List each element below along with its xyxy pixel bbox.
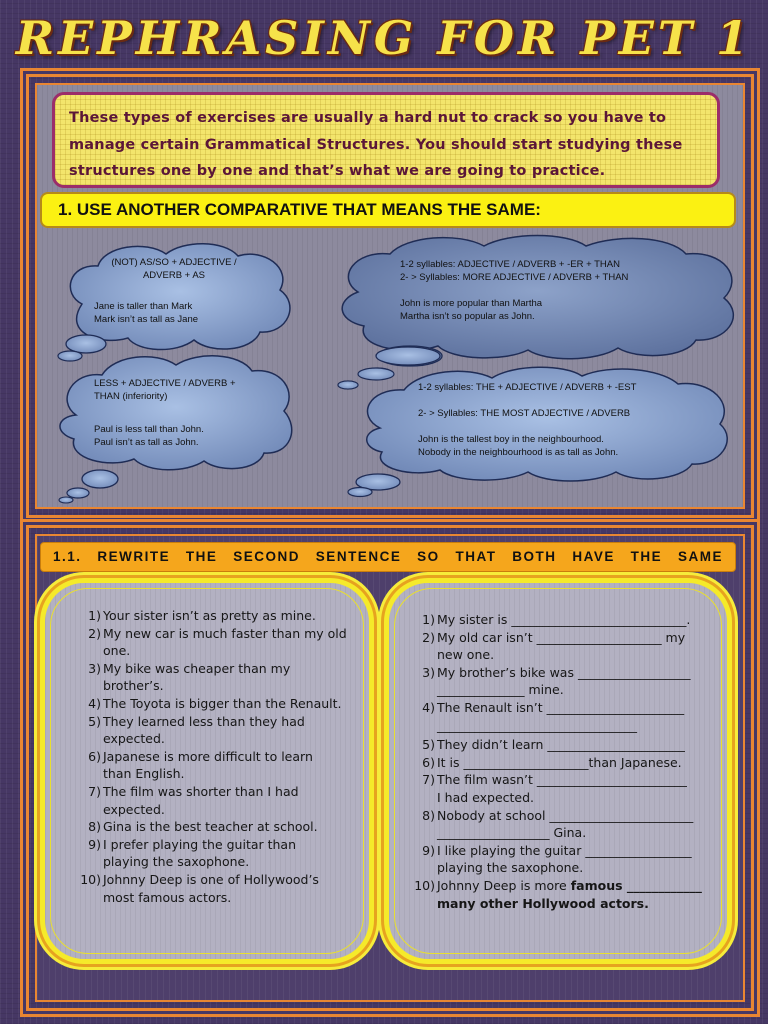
original-sentence-item [77,818,367,836]
original-sentence-item [77,607,367,625]
cloud-as-so [54,242,294,368]
original-sentence-item-number: 5) [88,713,101,729]
rewrite-sentence-item-number: 4) [422,699,435,715]
cloud-as-so-example [94,300,264,326]
rewrite-sentence-item-text: My brother’s bike was __________________ [437,664,691,680]
intro-box [52,92,720,188]
cloud-est-most [336,344,732,500]
cloud-er-more-example-line2: Martha isn’t so popular as John. [400,311,535,322]
original-sentence-item-text: My new car is much faster than my old [103,625,347,641]
rewrite-sentence-item-text: My sister is ____________________________. [437,612,691,627]
cloud-less-rule-line1: LESS + ADJECTIVE / ADVERB + [94,378,236,389]
cloud-er-more-rule [400,258,720,284]
rewrite-sentence-item [411,807,707,842]
cloud-est-most-rule-line1: 1-2 syllables: THE + ADJECTIVE / ADVERB + -EST [418,382,637,393]
rewrite-sentence-item-number: 7) [422,772,435,788]
rewrite-sentence-item [411,664,707,699]
original-sentence-item-number: 3) [88,660,101,676]
original-sentence-item-text: than English. [103,766,185,782]
original-sentence-item-text: The film was shorter than I had [103,783,299,799]
cloud-less-rule [94,377,264,403]
cloud-less-rule-line2: THAN (inferiority) [94,391,168,402]
rewrite-sentence-item [411,736,707,754]
cloud-er-more-rule-line1: 1-2 syllables: ADJECTIVE / ADVERB + -ER + THAN [400,259,620,270]
cloud-est-most-example-line1: John is the tallest boy in the neighbourhood. [418,434,604,445]
section2-heading [40,542,736,572]
rewrite-sentence-item-text: __________________ Gina. [437,825,587,841]
cloud-er-more-rule-line2: 2- > Syllables: MORE ADJECTIVE / ADVERB + THAN [400,272,629,283]
rewrite-sentence-item-text: new one. [437,647,495,663]
original-sentence-item-text: Your sister isn’t as pretty as mine. [103,608,316,623]
intro-text: These types of exercises are usually a hard nut to crack so you have to manage certain Grammatical Structures. You should start studying these structures one by one and that’s what we are going to practice. [69,110,683,179]
rewrite-sentence-item-text: ________________________________ [437,717,637,733]
cloud-as-so-example-line1: Jane is taller than Mark [94,301,193,312]
page-title [0,6,768,70]
original-sentence-item-number: 4) [88,695,101,711]
cloud-est-most-example [418,433,718,459]
section1-heading [40,192,736,228]
page-title-text: REPHRASING FOR PET 1 [15,11,753,65]
cloud-less-example-line2: Paul isn’t as tall as John. [94,437,199,448]
original-sentence-item [77,748,367,783]
original-sentence-item-number: 1) [88,608,101,623]
rewrite-sentence-item [411,754,707,772]
rewrite-sentence-item-number: 1) [422,612,435,627]
rewrite-sentence-item [411,629,707,664]
rewrite-sentence-item-number: 3) [422,664,435,680]
original-sentence-item-text: Japanese is more difficult to learn [103,748,313,764]
original-sentence-item-number: 7) [88,783,101,799]
rewrite-sentence-item-text: The film wasn’t ________________________ [437,772,687,788]
rewrite-sentence-item-text: It is ____________________than Japanese. [437,754,682,770]
rewrite-sentence-item-text: playing the saxophone. [437,860,584,876]
cloud-less-example [94,423,264,449]
original-sentences-box [40,578,374,964]
original-sentence-item [77,783,367,818]
rewrite-sentence-item-text: Johnny Deep is more famous ____________ [437,877,702,893]
original-sentence-item-number: 9) [88,836,101,852]
original-sentence-item-text: The Toyota is bigger than the Renault. [103,695,342,711]
cloud-less [52,355,296,505]
rewrite-sentences-box [384,578,732,964]
cloud-as-so-rule-line1: (NOT) AS/SO + ADJECTIVE / [111,257,237,268]
original-sentence-item-text: They learned less than they had [103,713,305,729]
cloud-est-most-example-line2: Nobody in the neighbourhood is as tall as John. [418,447,619,458]
rewrite-sentence-item-number: 9) [422,842,435,858]
cloud-er-more-example-line1: John is more popular than Martha [400,298,543,309]
rewrite-sentence-item [411,842,707,877]
original-sentence-item [77,871,367,906]
original-sentence-item [77,625,367,660]
rewrite-sentence-item-number: 5) [422,737,435,753]
rewrite-sentence-item [411,611,707,629]
rewrite-sentence-item-text: I had expected. [437,789,535,805]
rewrite-sentence-item-number: 2) [422,629,435,645]
section2-heading-text: 1.1. REWRITE THE SECOND SENTENCE SO THAT BOTH HAVE THE SAME [53,549,723,564]
rewrite-sentence-item-text: My old car isn’t ____________________ my [437,629,686,645]
original-sentence-item [77,660,367,695]
section1-heading-text: 1. USE ANOTHER COMPARATIVE THAT MEANS THE SAME: [58,200,541,219]
cloud-er-more-example [400,297,720,323]
original-sentence-item-text: most famous actors. [103,889,232,905]
original-sentence-item [77,713,367,748]
original-sentence-item-number: 10) [80,871,101,887]
rewrite-sentence-item-text: They didn’t learn ______________________ [437,737,685,753]
rewrite-sentence-item-text: ______________ mine. [437,682,564,698]
rewrite-sentence-item-number: 10) [414,877,435,893]
original-sentence-item-text: playing the saxophone. [103,854,250,870]
original-sentence-item-text: Johnny Deep is one of Hollywood’s [103,871,319,887]
rewrite-sentence-item-text: many other Hollywood actors. [437,895,649,911]
original-sentence-item-text: I prefer playing the guitar than [103,836,297,852]
rewrite-sentence-item [411,877,707,912]
original-sentence-item [77,836,367,871]
rewrite-sentence-item [411,771,707,806]
original-sentence-item-number: 6) [88,748,101,764]
original-sentence-item [77,695,367,713]
cloud-est-most-spacer [418,394,718,407]
rewrite-sentence-item-number: 8) [422,807,435,823]
cloud-as-so-rule [94,256,254,282]
cloud-as-so-rule-line2: ADVERB + AS [142,270,206,281]
rewrite-sentence-item-text: Nobody at school _______________________ [437,807,694,823]
rewrite-sentence-item-text: The Renault isn’t ______________________ [437,699,685,715]
rewrite-sentence-item-number: 6) [422,754,435,770]
original-sentence-item-text: My bike was cheaper than my [103,660,291,676]
cloud-est-most-rule-line2: 2- > Syllables: THE MOST ADJECTIVE / ADVERB [418,408,631,419]
original-sentence-item-text: expected. [103,801,165,817]
original-sentence-item-number: 2) [88,625,101,641]
cloud-shape-icon [336,344,732,500]
cloud-est-most-rule [418,381,718,420]
original-sentence-item-text: Gina is the best teacher at school. [103,819,318,835]
original-sentence-item-text: expected. [103,731,165,747]
original-sentences-list [77,607,367,906]
rewrite-sentence-item-text: I like playing the guitar _________________ [437,842,692,858]
original-sentence-item-text: one. [103,643,131,659]
cloud-less-example-line1: Paul is less tall than John. [94,424,204,435]
original-sentence-item-number: 8) [88,819,101,835]
rewrite-sentence-item [411,699,707,734]
original-sentence-item-text: brother’s. [103,678,164,694]
rewrite-sentences-list [411,611,707,912]
cloud-as-so-example-line2: Mark isn’t as tall as Jane [94,314,199,325]
